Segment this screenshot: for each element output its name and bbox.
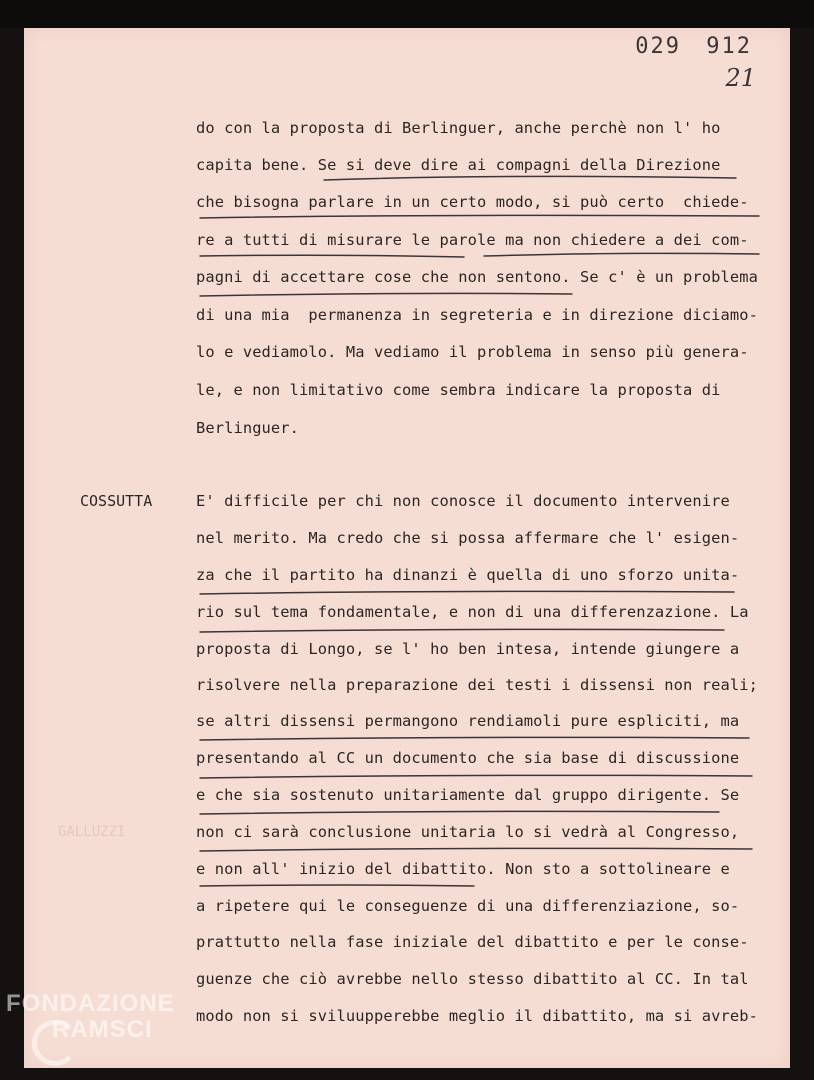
text-line: guenze che ciò avrebbe nello stesso dibattito al CC. In tal bbox=[196, 970, 749, 988]
underline-stroke bbox=[324, 176, 736, 180]
underline-stroke bbox=[200, 215, 759, 218]
underline-stroke bbox=[200, 591, 734, 594]
text-line: modo non si sviluupperebbe meglio il dibattito, ma si avreb- bbox=[196, 1007, 758, 1025]
text-line: a ripetere qui le conseguenze di una differenziazione, so- bbox=[196, 897, 740, 915]
text-line: risolvere nella preparazione dei testi i dissensi non reali; bbox=[196, 676, 758, 694]
underline-stroke bbox=[484, 253, 759, 256]
archive-watermark bbox=[4, 990, 204, 1070]
text-line: pagni di accettare cose che non sentono. Se c' è un problema bbox=[196, 268, 758, 286]
underline-stroke bbox=[200, 775, 752, 778]
handwritten-page-number: 21 bbox=[725, 64, 756, 92]
underline-stroke bbox=[200, 255, 464, 257]
text-line: re a tutti di misurare le parole ma non chiedere a dei com- bbox=[196, 231, 749, 249]
watermark-line: FONDAZIONE bbox=[6, 990, 175, 1017]
text-line: se altri dissensi permangono rendiamoli pure espliciti, ma bbox=[196, 712, 740, 730]
text-line: e che sia sostenuto unitariamente dal gruppo dirigente. Se bbox=[196, 786, 740, 804]
text-line: presentando al CC un documento che sia base di discussione bbox=[196, 749, 740, 767]
underline-stroke bbox=[200, 293, 572, 296]
text-line: E' difficile per chi non conosce il documento intervenire bbox=[196, 492, 730, 510]
text-line: proposta di Longo, se l' ho ben intesa, intende giungere a bbox=[196, 640, 740, 658]
bleed-through-speaker-label: GALLUZZI bbox=[58, 824, 126, 840]
text-line: do con la proposta di Berlinguer, anche perchè non l' ho bbox=[196, 119, 721, 137]
text-line: Berlinguer. bbox=[196, 419, 300, 437]
underline-stroke bbox=[200, 848, 752, 851]
underline-stroke bbox=[200, 629, 724, 632]
text-line: nel merito. Ma credo che si possa affermare che l' esigen- bbox=[196, 529, 740, 547]
text-line: e non all' inizio del dibattito. Non sto a sottolineare e bbox=[196, 860, 730, 878]
text-line: rio sul tema fondamentale, e non di una differenzazione. La bbox=[196, 603, 749, 621]
watermark-line: RAMSCI bbox=[52, 1016, 153, 1043]
underline-stroke bbox=[200, 885, 474, 886]
underline-stroke bbox=[200, 811, 719, 814]
scan-border bbox=[0, 0, 814, 28]
text-line: le, e non limitativo come sembra indicare la proposta di bbox=[196, 381, 721, 399]
text-line: di una mia permanenza in segreteria e in direzione diciamo- bbox=[196, 306, 758, 324]
text-line: capita bene. Se si deve dire ai compagni della Direzione bbox=[196, 156, 721, 174]
text-line: za che il partito ha dinanzi è quella di uno sforzo unita- bbox=[196, 566, 740, 584]
text-line: prattutto nella fase iniziale del dibattito e per le conse- bbox=[196, 933, 749, 951]
text-line: che bisogna parlare in un certo modo, si può certo chiede- bbox=[196, 193, 749, 211]
underline-stroke bbox=[200, 737, 749, 740]
document-number: 029 912 bbox=[635, 34, 752, 59]
document-page bbox=[24, 28, 790, 1068]
text-line: non ci sarà conclusione unitaria lo si vedrà al Congresso, bbox=[196, 823, 740, 841]
text-line: lo e vediamolo. Ma vediamo il problema in senso più genera- bbox=[196, 343, 749, 361]
speaker-label: COSSUTTA bbox=[80, 492, 153, 510]
